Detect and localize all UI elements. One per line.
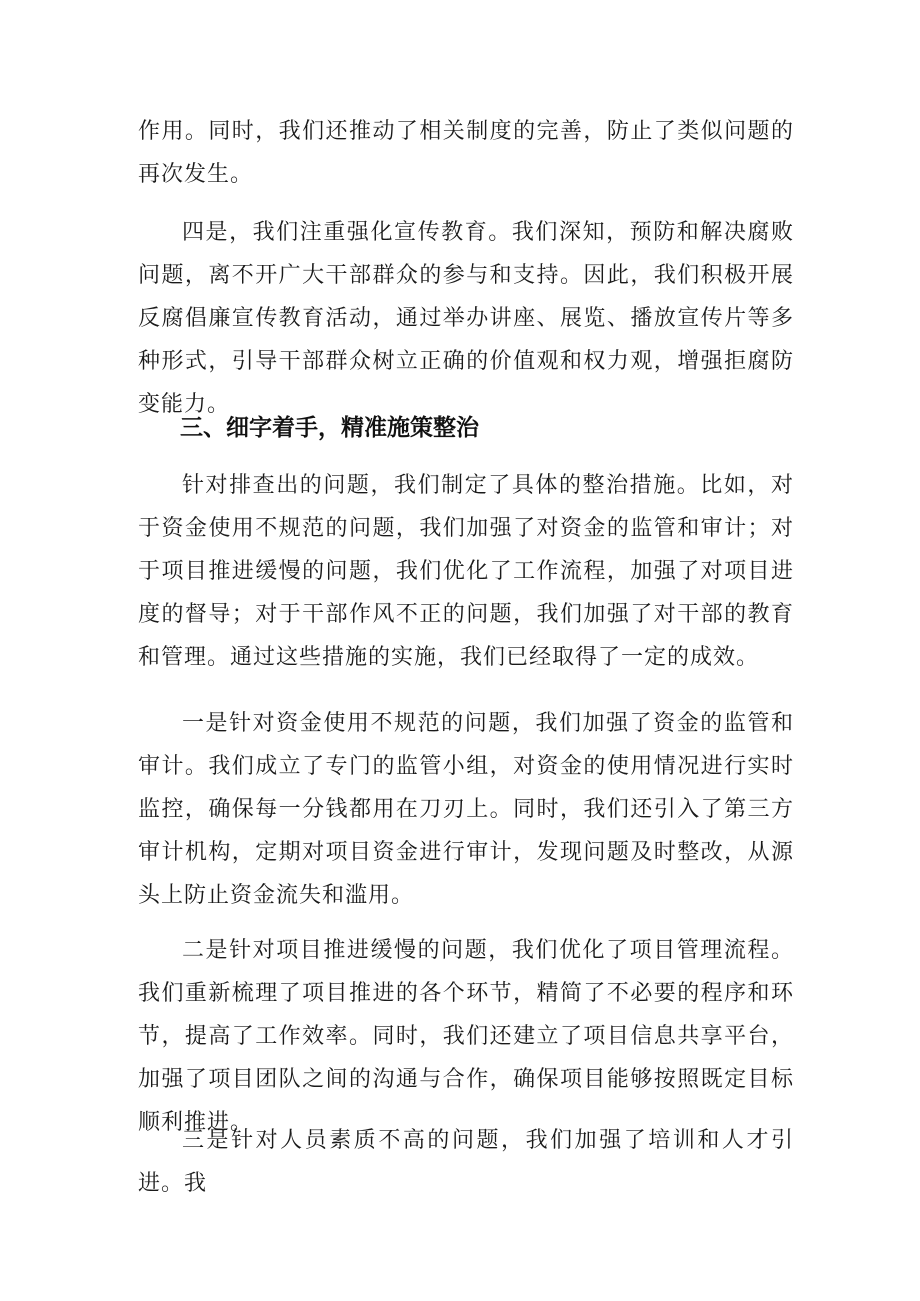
paragraph-continuation: 作用。同时，我们还推动了相关制度的完善，防止了类似问题的再次发生。 <box>138 119 794 187</box>
paragraph-funds-supervision: 一是针对资金使用不规范的问题，我们加强了资金的监管和审计。我们成立了专门的监管小组，对资金的使用情况进行实时监控，确保每一分钱都用在刀刃上。同时，我们还引入了第三方审计机构，定期对项目资金进行审计，发现问题及时整改，从源头上防止资金流失和滥用。 <box>138 711 794 908</box>
paragraph-project-management: 二是针对项目推进缓慢的问题，我们优化了项目管理流程。我们重新梳理了项目推进的各个环节，精简了不必要的程序和环节，提高了工作效率。同时，我们还建立了项目信息共享平台，加强了项目团队之间的沟通与合作，确保项目能够按照既定目标顺利推进。 <box>138 938 794 1135</box>
paragraph-rectification-measures: 针对排查出的问题，我们制定了具体的整治措施。比如，对于资金使用不规范的问题，我们加强了对资金的监管和审计；对于项目推进缓慢的问题，我们优化了工作流程，加强了对项目进度的督导；对于干部作风不正的问题，我们加强了对干部的教育和管理。通过这些措施的实施，我们已经取得了一定的成效。 <box>138 473 794 670</box>
paragraph-training-talent: 三是针对人员素质不高的问题，我们加强了培训和人才引进。我 <box>138 1128 794 1196</box>
paragraph-publicity-education: 四是，我们注重强化宣传教育。我们深知，预防和解决腐败问题，离不开广大干部群众的参与和支持。因此，我们积极开展反腐倡廉宣传教育活动，通过举办讲座、展览、播放宣传片等多种形式，引导干部群众树立正确的价值观和权力观，增强拒腐防变能力。 <box>138 220 794 417</box>
section-heading-3: 三、细字着手，精准施策整治 <box>180 415 479 441</box>
